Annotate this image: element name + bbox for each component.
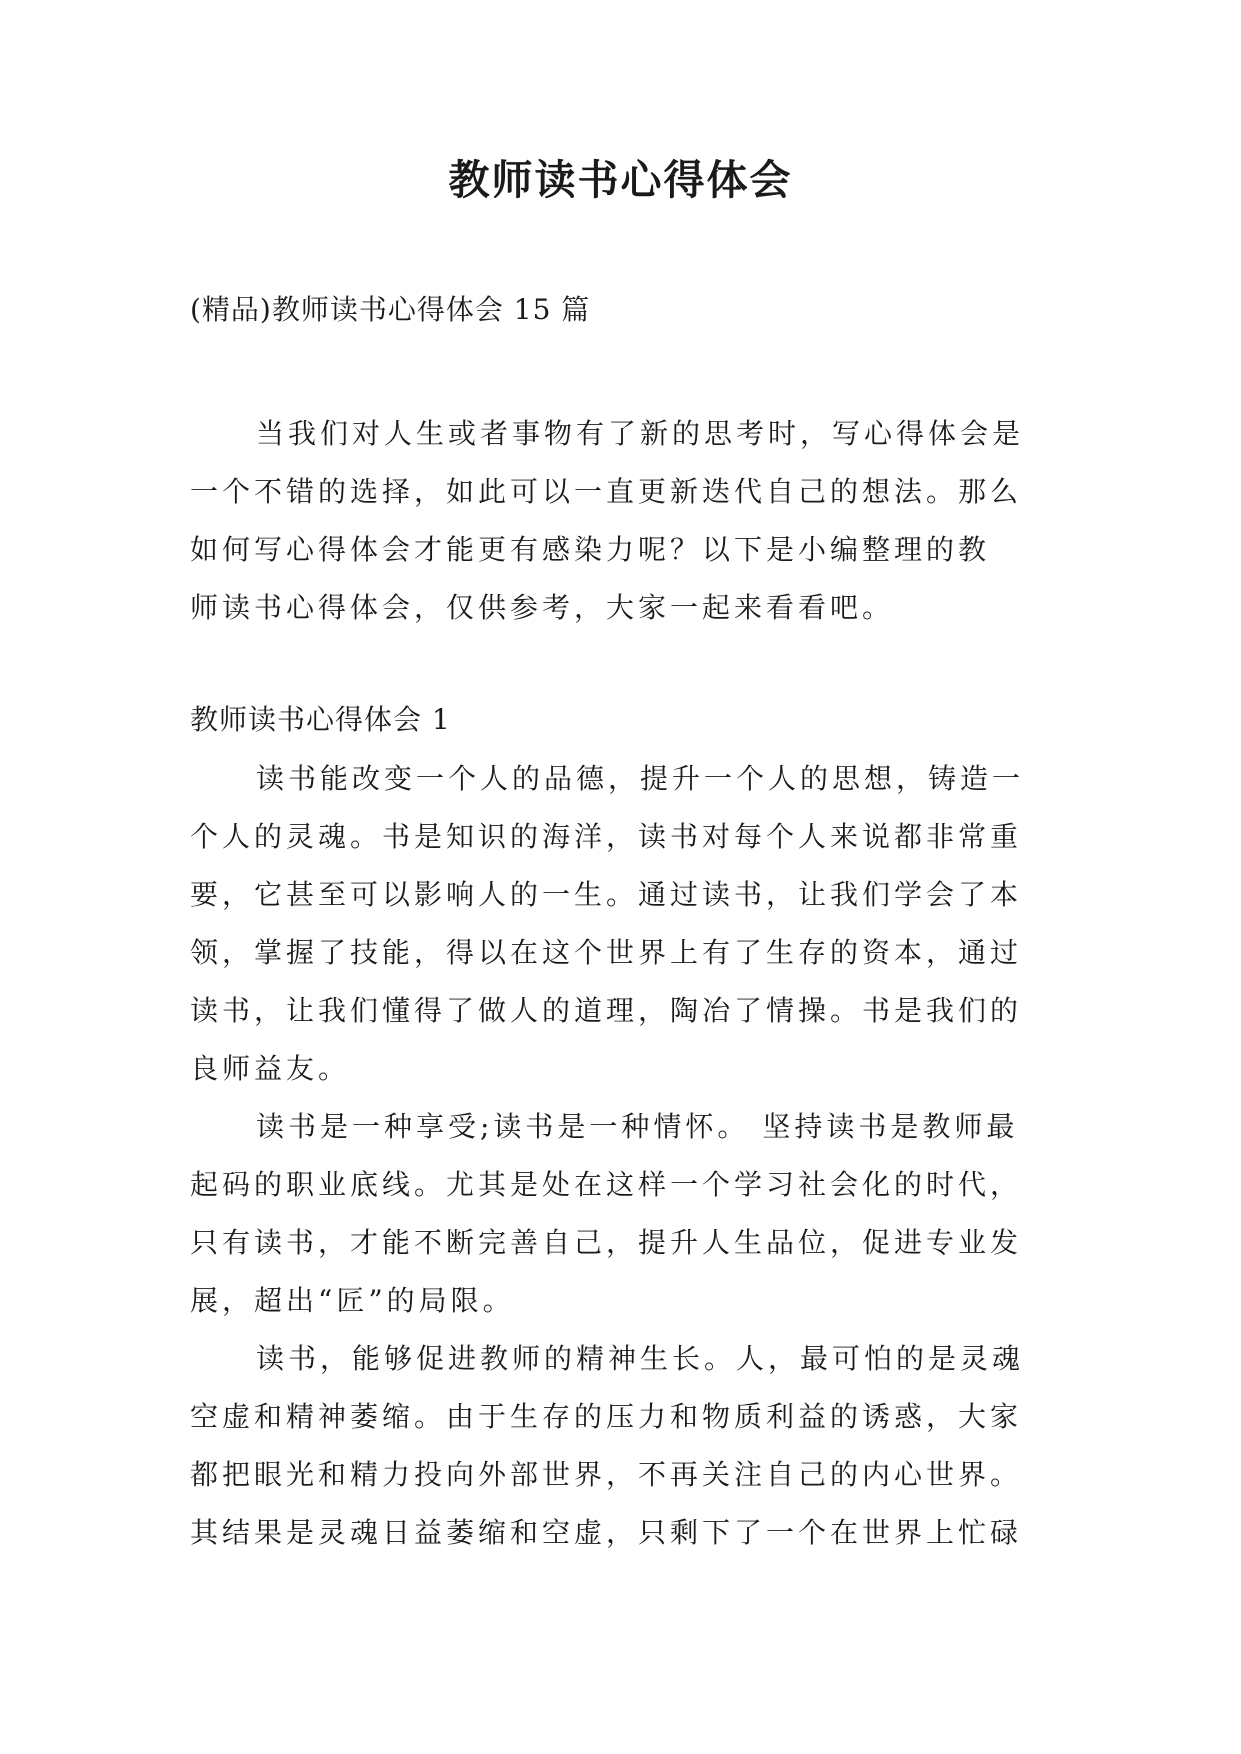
body-line: 读书是一种享受;读书是一种情怀。 坚持读书是教师最 [256, 1110, 1019, 1143]
body-line: 读书，让我们懂得了做人的道理，陶冶了情操。书是我们的 [190, 994, 1023, 1027]
intro-line: 当我们对人生或者事物有了新的思考时，写心得体会是 [256, 417, 1025, 450]
intro-line: 师读书心得体会，仅供参考，大家一起来看看吧。 [190, 591, 895, 624]
section-heading: 教师读书心得体会 1 [190, 703, 451, 736]
body-line: 起码的职业底线。尤其是处在这样一个学习社会化的时代， [190, 1168, 1023, 1201]
body-line: 其结果是灵魂日益萎缩和空虚，只剩下了一个在世界上忙碌 [190, 1516, 1023, 1549]
intro-line: 如何写心得体会才能更有感染力呢？以下是小编整理的教 [190, 533, 991, 566]
body-line: 只有读书，才能不断完善自己，提升人生品位，促进专业发 [190, 1226, 1023, 1259]
body-line: 领，掌握了技能，得以在这个世界上有了生存的资本，通过 [190, 936, 1023, 969]
body-line: 都把眼光和精力投向外部世界，不再关注自己的内心世界。 [190, 1458, 1023, 1491]
document-title: 教师读书心得体会 [448, 156, 793, 204]
body-line: 读书，能够促进教师的精神生长。人，最可怕的是灵魂 [256, 1342, 1025, 1375]
intro-paragraph [190, 405, 1050, 637]
body-line: 读书能改变一个人的品德，提升一个人的思想，铸造一 [256, 762, 1025, 795]
body-line: 展，超出“匠”的局限。 [190, 1284, 515, 1317]
intro-line: 一个不错的选择，如此可以一直更新迭代自己的想法。那么 [190, 475, 1023, 508]
body-line: 良师益友。 [190, 1052, 351, 1085]
body-line: 要，它甚至可以影响人的一生。通过读书，让我们学会了本 [190, 878, 1023, 911]
section-body [190, 750, 1050, 1562]
body-line: 空虚和精神萎缩。由于生存的压力和物质利益的诱惑，大家 [190, 1400, 1023, 1433]
body-line: 个人的灵魂。书是知识的海洋，读书对每个人来说都非常重 [190, 820, 1023, 853]
document-subtitle: (精品)教师读书心得体会 15 篇 [190, 293, 591, 326]
